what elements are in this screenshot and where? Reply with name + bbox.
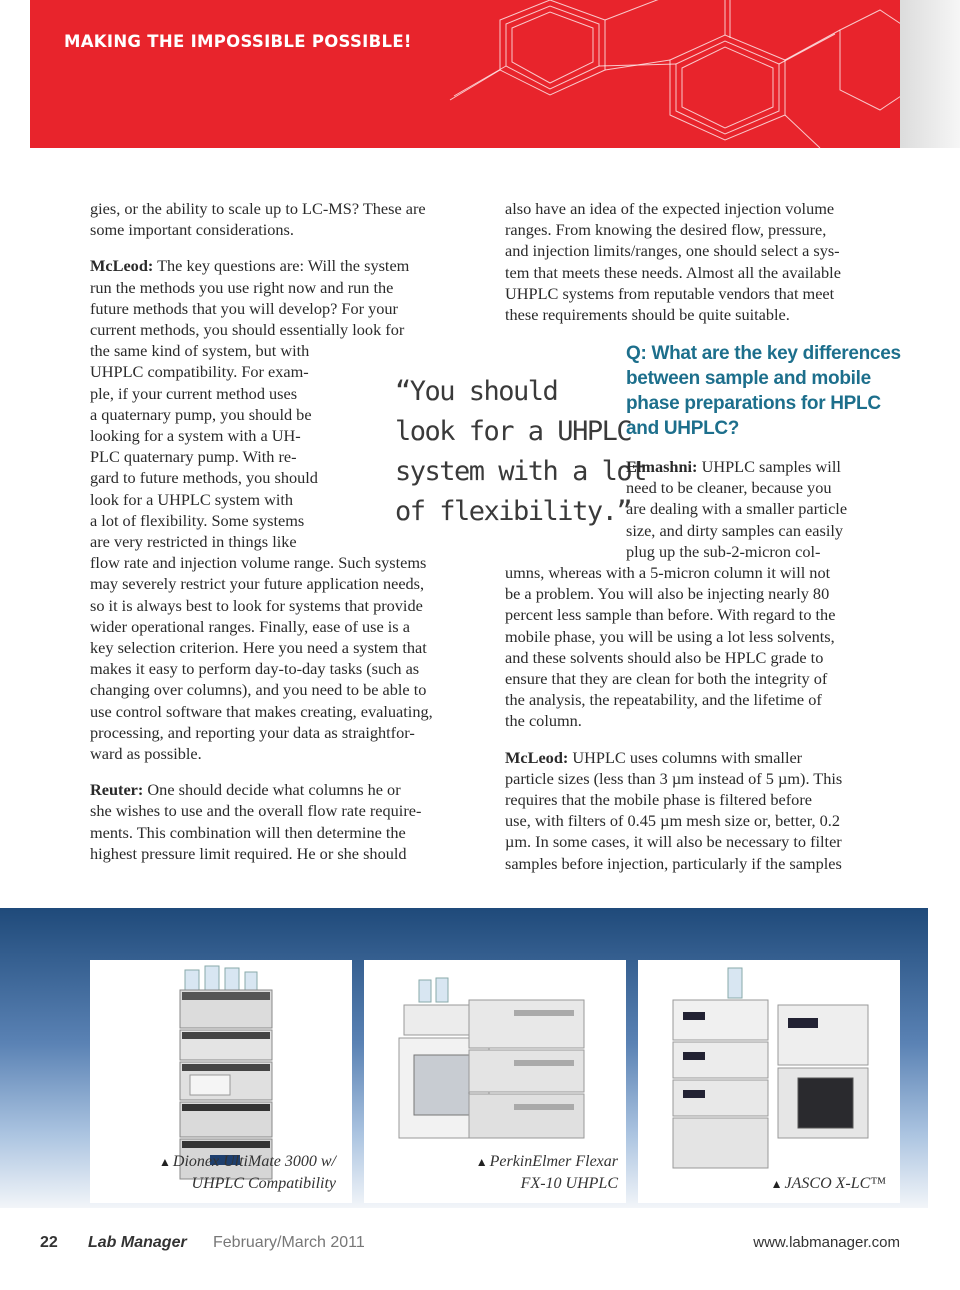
speaker-name: McLeod: xyxy=(505,747,569,767)
photo-caption-perkinelmer: ▲ PerkinElmer Flexar FX-10 UHPLC xyxy=(475,1153,618,1192)
website-url[interactable]: www.labmanager.com xyxy=(753,1234,900,1251)
molecule-wireframe-illustration xyxy=(440,0,900,148)
speaker-name: Elmashni: xyxy=(626,457,698,476)
header-banner xyxy=(30,0,900,148)
pull-quote: “You should look for a UHPLC system with a lot of flexibility.” xyxy=(395,376,646,527)
photo-caption-dionex: ▲ Dionex UltiMate 3000 w/ UHPLC Compatibility xyxy=(159,1153,336,1192)
right-column xyxy=(505,198,905,340)
page-edge-strip xyxy=(900,0,960,148)
paragraph-reuter: Reuter: One should decide what columns he or she wishes to use and the overall flow rate require- ments. This combination will then determine the highest pressure limit required. He or she should xyxy=(90,780,422,863)
speaker-name: Reuter: xyxy=(90,780,144,800)
paragraph-mcleod: McLeod: The key questions are: Will the system run the methods you use right now and run the future methods that you will develop? For your current methods, you should essentially look for the same kind of system, but with UHPLC compatibility. For exam- ple, if your current method uses a quaternary pump, you should be looking for a system with a UH- PLC quaternary pump. With re- gard to future methods, you should look for a UHPLC system with a lot of flexibility. Some systems are very restricted in things like flow rate and injection volume range. Such systems may severely restrict your future application needs, so it is always best to look for systems that provide wider operational ranges. Finally, ease of use is a key selection criterion. Here you need a system that makes it easy to perform day-to-day tasks (such as changing over columns), and you need to be able to use control software that makes creating, evaluating, processing, and reporting your data as straightfor- ward as possible. xyxy=(90,256,433,764)
paragraph-mcleod-2: McLeod: UHPLC uses columns with smaller particle sizes (less than 3 µm instead of 5 µm). This requires that the mobile phase is filtered before use, with filters of 0.45 µm mesh size or, better, 0.2 µm. In some cases, it will also be necessary to filter samples before injection, particularly if the samples xyxy=(505,747,843,873)
page-footer xyxy=(0,1230,960,1260)
caption-marker-icon: ▲ xyxy=(159,1155,171,1169)
paragraph-elmashni-narrow: Elmashni: UHPLC samples will need to be cleaner, because you are dealing with a smaller particle size, and dirty samples can easily plug up the sub-2-micron col- xyxy=(626,457,848,561)
question-heading: Q: What are the key differences between sample and mobile phase preparations for HPLC and UHPLC? xyxy=(626,343,901,439)
paragraph-elmashni-wide: umns, whereas with a 5-micron column it will not be a problem. You will also be injecting nearly 80 percent less sample than before. With regard to the mobile phase, you will be using a lot less solvents, and these solvents should also be HPLC grade to ensure that they are clean for both the integrity of the analysis, the repeatability, and the lifetime of the column. McLeod: UHPLC uses columns with smaller particle sizes (less than 3 µm instead of 5 µm). This requires that the mobile phase is filtered before use, with filters of 0.45 µm mesh size or, better, 0.2 µm. In some cases, it will also be necessary to filter samples before injection, particularly if the samples xyxy=(505,562,905,889)
hplc-modules-illustration xyxy=(638,960,900,1203)
speaker-name: McLeod: xyxy=(90,256,154,276)
publication-name: Lab Manager xyxy=(88,1234,187,1251)
caption-marker-icon: ▲ xyxy=(770,1177,783,1191)
issue-date: February/March 2011 xyxy=(213,1234,365,1251)
page-number: 22 xyxy=(40,1234,58,1251)
paragraph-continued: also have an idea of the expected injection volume ranges. From knowing the desired flow, pressure, and injection limits/ranges, one should select a sys- tem that meets these needs. Almost all the available UHPLC systems from reputable vendors that meet these requirements should be quite suitable. xyxy=(505,199,841,325)
photo-caption-jasco: ▲ JASCO X-LC™ xyxy=(770,1175,886,1192)
product-photo-jasco xyxy=(638,960,900,1203)
banner-title: MAKING THE IMPOSSIBLE POSSIBLE! xyxy=(64,32,412,51)
paragraph-intro: gies, or the ability to scale up to LC-MS? These are some important considerations. xyxy=(90,199,426,240)
caption-marker-icon: ▲ xyxy=(475,1155,488,1169)
left-column xyxy=(90,198,490,879)
